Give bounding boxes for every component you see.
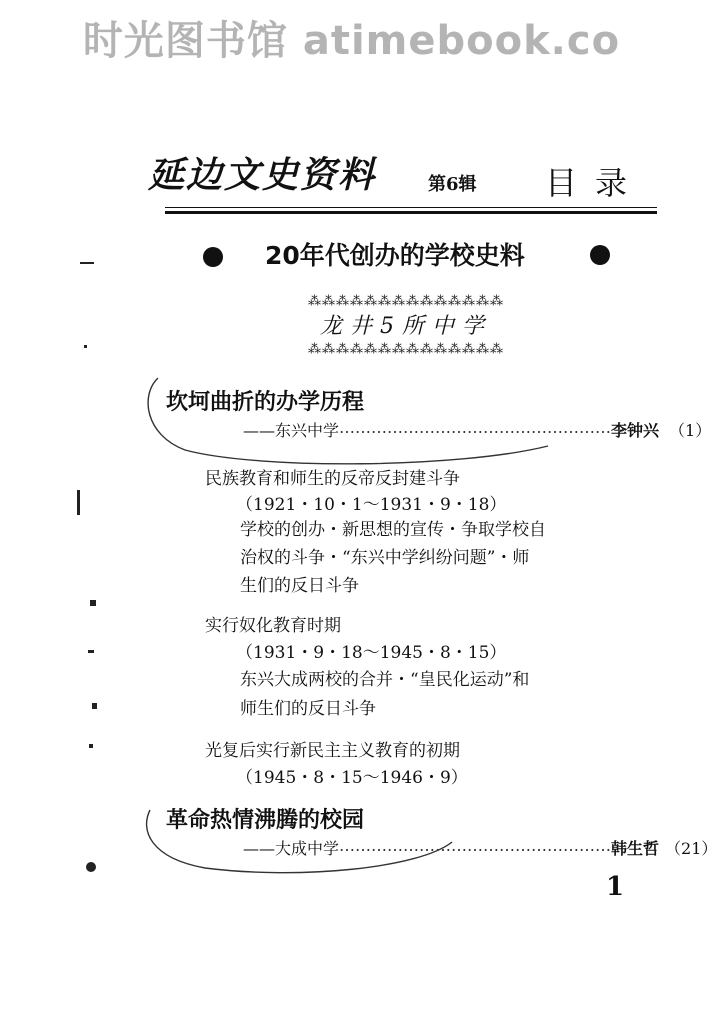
margin-speck xyxy=(84,345,87,348)
article-author: 韩生哲 xyxy=(611,839,660,858)
article-title: 革命热情沸腾的校园 xyxy=(166,808,365,833)
chapter-heading: 民族教育和师生的反帝反封建斗争 xyxy=(205,469,460,489)
chapter-dates: （1931・9・18～1945・8・15） xyxy=(236,643,507,663)
journal-title: 延边文史资料 xyxy=(148,154,377,196)
chapter-line: 治权的斗争・“东兴中学纠纷问题”・师 xyxy=(240,548,530,568)
chapter-heading: 实行奴化教育时期 xyxy=(205,616,341,636)
article-author: 李钟兴 xyxy=(611,421,660,440)
article-school: ——东兴中学 xyxy=(243,421,340,440)
chapter-line: 生们的反日斗争 xyxy=(240,576,359,596)
margin-speck xyxy=(86,862,96,872)
issue-number: 第6辑 xyxy=(428,174,477,195)
margin-speck xyxy=(77,490,80,515)
chapter-dates: （1921・10・1～1931・9・18） xyxy=(236,495,507,515)
chapter-heading: 光复后实行新民主主义教育的初期 xyxy=(205,741,460,761)
margin-speck xyxy=(92,703,97,709)
article-title: 坎坷曲折的办学历程 xyxy=(166,390,365,415)
dot-leader: …………………………………………… xyxy=(339,836,612,855)
article-page: （21） xyxy=(665,839,717,858)
contents-title: 目录 xyxy=(545,164,646,202)
pencil-bracket-lower xyxy=(147,810,452,873)
ornament-bottom: ⁂⁂⁂⁂⁂⁂⁂⁂⁂⁂⁂⁂⁂⁂ xyxy=(308,342,504,357)
chapter-line: 师生们的反日斗争 xyxy=(240,699,376,719)
pencil-bracket-upper xyxy=(148,378,548,464)
dot-leader: …………………………………………… xyxy=(339,418,612,437)
section-title: 20年代创办的学校史料 xyxy=(265,241,525,270)
margin-speck xyxy=(89,744,93,748)
watermark: 时光图书馆 atimebook.co xyxy=(82,18,621,64)
ornament-top: ⁂⁂⁂⁂⁂⁂⁂⁂⁂⁂⁂⁂⁂⁂ xyxy=(308,294,504,309)
chapter-line: 东兴大成两校的合并・“皇民化运动”和 xyxy=(240,670,530,690)
margin-speck xyxy=(80,262,94,264)
margin-speck xyxy=(88,650,94,653)
section-subtitle: 龙井5所中学 xyxy=(320,314,492,339)
chapter-line: 学校的创办・新思想的宣传・争取学校自 xyxy=(240,520,546,540)
page-number: 1 xyxy=(606,872,625,902)
article-page: （1） xyxy=(669,421,712,440)
margin-speck xyxy=(90,600,96,606)
chapter-dates: （1945・8・15～1946・9） xyxy=(236,768,468,788)
article-school: ——大成中学 xyxy=(243,839,340,858)
